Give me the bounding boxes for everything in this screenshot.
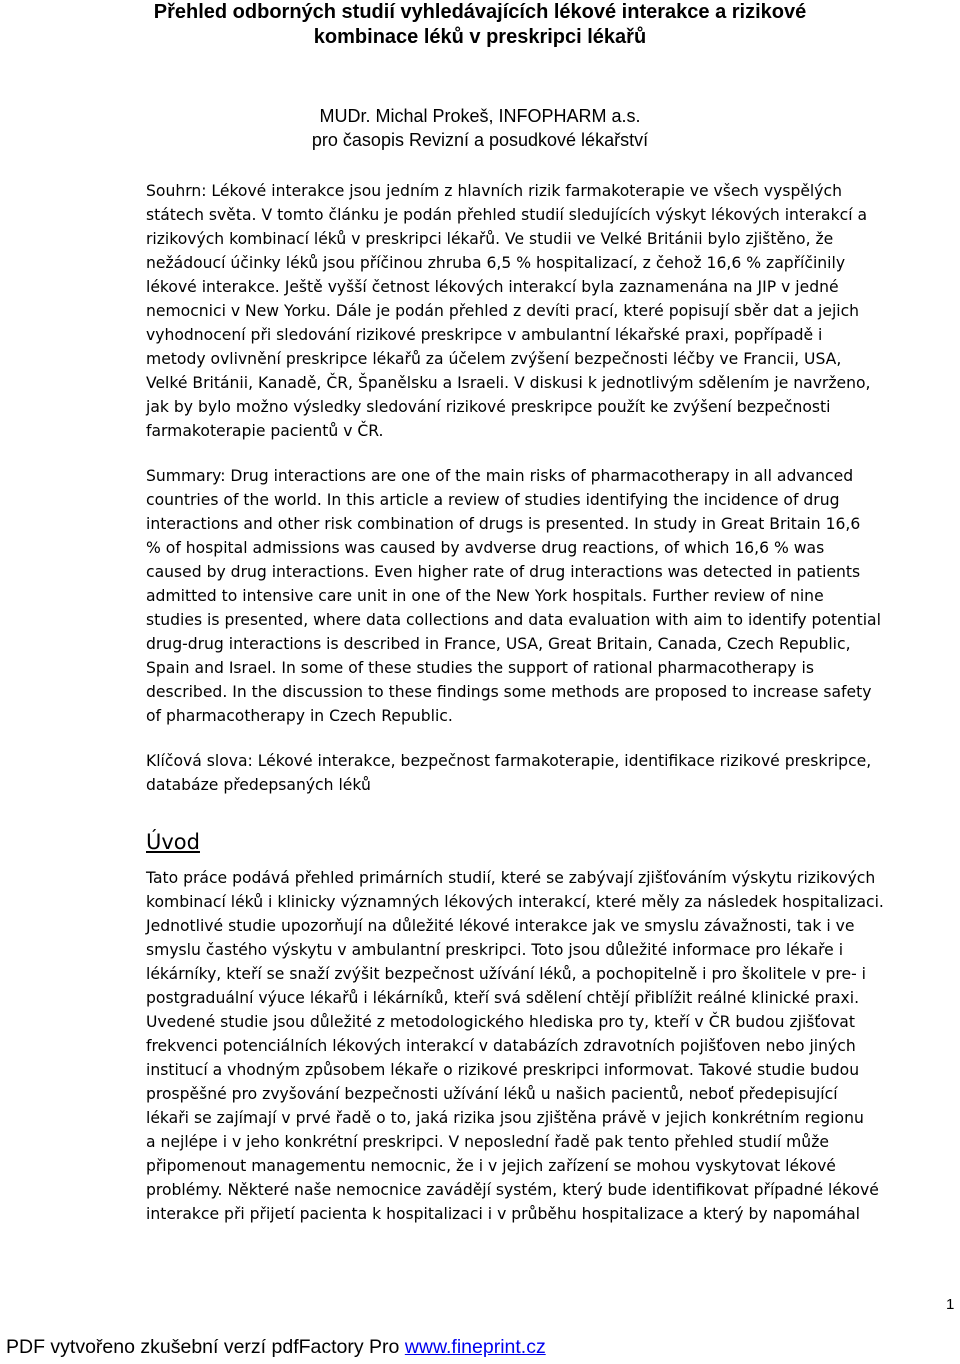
summary-line: % of hospital admissions was caused by avdverse drug reactions, of which 16,6 % was xyxy=(146,539,825,557)
abstract-line: Velké Británii, Kanadě, ČR, Španělsku a Israeli. V diskusi k jednotlivým sdělením je navrženo, xyxy=(146,374,871,392)
intro-line: kombinací léků i klinicky významných lékových interakcí, které měly za následek hospitalizaci. xyxy=(146,893,884,911)
publication-line: pro časopis Revizní a posudkové lékařství xyxy=(311,130,649,150)
intro-line: interakce při přijetí pacienta k hospitalizaci i v průběhu hospitalizace a který by napomáhal xyxy=(146,1205,860,1223)
document-title xyxy=(120,0,840,50)
footer-link[interactable]: www.fineprint.cz xyxy=(404,1336,546,1358)
intro-line: lékárníky, kteří se snaží zvýšit bezpečnost užívání léků, a pochopitelně i pro školitele v pre- i xyxy=(146,965,866,983)
section-heading-intro: Úvod xyxy=(146,830,200,854)
keywords-line: databáze předepsaných léků xyxy=(146,776,371,794)
abstract-line: vyhodnocení při sledování rizikové preskripce v ambulantní lékařské praxi, popřípadě i xyxy=(146,326,823,344)
author-block xyxy=(300,104,660,152)
summary-line: countries of the world. In this article a review of studies identifying the incidence of drug xyxy=(146,491,840,509)
summary-line: interactions and other risk combination of drugs is presented. In study in Great Britain 16,6 xyxy=(146,515,861,533)
summary-line: of pharmacotherapy in Czech Republic. xyxy=(146,707,453,725)
author-line: MUDr. Michal Prokeš, INFOPHARM a.s. xyxy=(319,106,641,126)
page-number: 1 xyxy=(946,1296,955,1313)
summary-line: admitted to intensive care unit in one of the New York hospitals. Further review of nine xyxy=(146,587,824,605)
abstract-line: jak by bylo možno výsledky sledování rizikové preskripce použít ke zvýšení bezpečnosti xyxy=(146,398,831,416)
abstract-line: nemocnici v New Yorku. Dále je podán přehled z devíti prací, které popisují sběr dat a jejich xyxy=(146,302,860,320)
summary-line: studies is presented, where data collections and data evaluation with aim to identify potential xyxy=(146,611,881,629)
footer-text: PDF vytvořeno zkušební verzí pdfFactory Pro xyxy=(6,1336,400,1358)
abstract-line: státech světa. V tomto článku je podán přehled studií sledujících výskyt lékových interakcí a xyxy=(146,206,868,224)
intro-line: připomenout managementu nemocnic, že i v jejich zařízení se mohou vyskytovat lékové xyxy=(146,1157,836,1175)
czech-abstract xyxy=(146,179,954,443)
intro-line: Uvedené studie jsou důležité z metodologického hlediska pro ty, kteří v ČR budou zjišťovat xyxy=(146,1013,855,1031)
summary-line: caused by drug interactions. Even higher rate of drug interactions was detected in patients xyxy=(146,563,861,581)
intro-line: a nejlépe i v jeho konkrétní preskripci. V neposlední řadě pak tento přehled studií může xyxy=(146,1133,829,1151)
intro-line: Jednotlivé studie upozorňují na důležité lékové interakce jak ve smyslu závažnosti, tak i ve xyxy=(146,917,855,935)
intro-line: problémy. Některé naše nemocnice zavádějí systém, který bude identifikovat případné lékové xyxy=(146,1181,879,1199)
summary-line: drug-drug interactions is described in France, USA, Great Britain, Canada, Czech Republic, xyxy=(146,635,851,653)
abstract-line: farmakoterapie pacientů v ČR. xyxy=(146,422,384,440)
summary-line: Summary: Drug interactions are one of the main risks of pharmacotherapy in all advanced xyxy=(146,467,854,485)
english-summary xyxy=(146,464,954,728)
intro-line: frekvenci potenciálních lékových interakcí v databázích zdravotních pojišťoven nebo jiných xyxy=(146,1037,856,1055)
pdf-footer xyxy=(6,1334,546,1360)
keywords xyxy=(146,749,954,797)
summary-line: Spain and Israel. In some of these studies the support of rational pharmacotherapy is xyxy=(146,659,814,677)
summary-line: described. In the discussion to these findings some methods are proposed to increase safety xyxy=(146,683,872,701)
intro-line: lékaři se zajímají v prvé řadě o to, jaká rizika jsou zjištěna právě v jejich konkrétním regionu xyxy=(146,1109,864,1127)
keywords-line: Klíčová slova: Lékové interakce, bezpečnost farmakoterapie, identifikace rizikové preskripce, xyxy=(146,752,872,770)
intro-line: institucí a vhodným způsobem lékaře o rizikové preskripci informovat. Takové studie budou xyxy=(146,1061,860,1079)
intro-paragraph xyxy=(146,866,954,1226)
intro-line: prospěšné pro zvyšování bezpečnosti užívání léků u našich pacientů, neboť předepisující xyxy=(146,1085,838,1103)
abstract-line: rizikových kombinací léků v preskripci lékařů. Ve studii ve Velké Británii bylo zjištěno, že xyxy=(146,230,834,248)
abstract-line: nežádoucí účinky léků jsou příčinou zhruba 6,5 % hospitalizací, z čehož 16,6 % zapříčinily xyxy=(146,254,846,272)
abstract-line: metody ovlivnění preskripce lékařů za účelem zvýšení bezpečnosti léčby ve Francii, USA, xyxy=(146,350,842,368)
title-line: Přehled odborných studií vyhledávajících lékové interakce a rizikové xyxy=(153,1,807,23)
intro-line: postgraduální výuce lékařů i lékárníků, kteří svá sdělení chtějí přiblížit reálné klinické praxi. xyxy=(146,989,860,1007)
title-line: kombinace léků v preskripci lékařů xyxy=(313,26,647,48)
intro-line: Tato práce podává přehled primárních studií, které se zabývají zjišťováním výskytu rizikových xyxy=(146,869,876,887)
abstract-line: Souhrn: Lékové interakce jsou jedním z hlavních rizik farmakoterapie ve všech vyspělých xyxy=(146,182,842,200)
intro-line: smyslu častého výskytu v ambulantní preskripci. Toto jsou důležité informace pro lékaře i xyxy=(146,941,844,959)
abstract-line: lékové interakce. Ještě vyšší četnost lékových interakcí byla zaznamenána na JIP v jedné xyxy=(146,278,839,296)
